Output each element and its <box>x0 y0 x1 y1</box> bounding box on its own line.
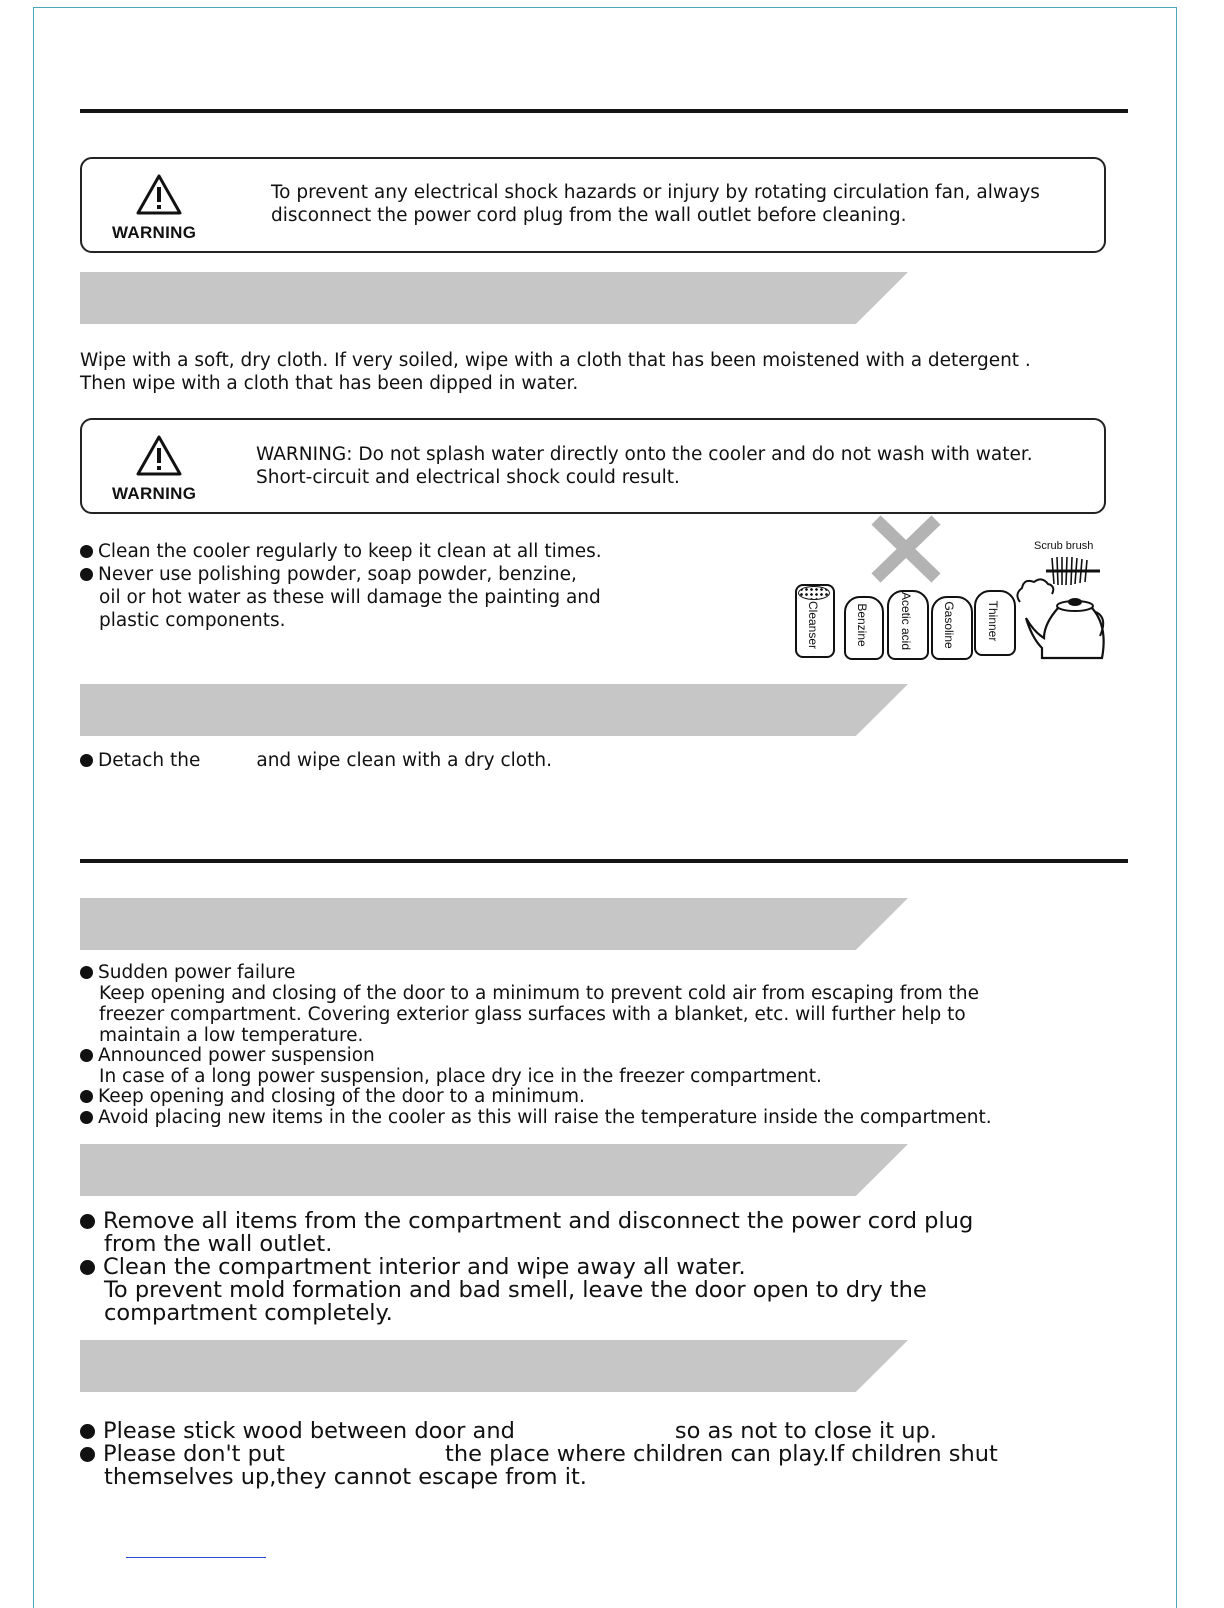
warning-triangle-icon <box>136 173 182 215</box>
bullet-icon <box>80 1260 95 1275</box>
bullet-icon <box>80 1447 95 1462</box>
section-banner-parts <box>80 684 908 736</box>
scrub-brush-label: Scrub brush <box>1034 540 1094 552</box>
forbidden-cleaners-illustration <box>790 514 1120 664</box>
exterior-instructions <box>80 349 1031 395</box>
section-banner-power-failure <box>80 898 908 950</box>
bullet-icon <box>80 966 93 979</box>
bottle-label: Benzine <box>855 603 869 647</box>
bullet-continuation: maintain a low temperature. <box>99 1025 364 1046</box>
list-item <box>80 1045 375 1066</box>
bullet-icon <box>80 545 93 558</box>
warning-line: To prevent any electrical shock hazards or injury by rotating circulation fan, always <box>271 182 1040 203</box>
bullet-icon <box>80 568 93 581</box>
bottle-label: Acetic acid <box>899 591 913 651</box>
bullet-icon <box>80 1111 93 1124</box>
bullet-text: Announced power suspension <box>98 1045 375 1066</box>
warning-line: disconnect the power cord plug from the wall outlet before cleaning. <box>271 205 907 226</box>
bullet-icon <box>80 1049 93 1062</box>
bullet-continuation: freezer compartment. Covering exterior glass surfaces with a blanket, etc. will further help to <box>99 1004 966 1025</box>
section-banner-disposal <box>80 1340 908 1392</box>
section-rule-tips <box>80 859 1128 863</box>
section-banner-storage <box>80 1144 908 1196</box>
warning-line: WARNING: Do not splash water directly onto the cooler and do not wash with water. <box>256 444 1033 465</box>
warning-box-cleaning <box>80 157 1106 253</box>
bottle-label: Cleanser <box>806 600 820 650</box>
footer-underline <box>126 1557 266 1558</box>
bullet-continuation: In case of a long power suspension, place dry ice in the freezer compartment. <box>99 1066 822 1087</box>
bullet-text: the place where children can play.If children shut <box>445 1441 998 1467</box>
bullet-text: Please stick wood between door and <box>103 1418 515 1444</box>
list-item <box>80 750 552 771</box>
bullet-icon <box>80 1424 95 1439</box>
bullet-continuation: Keep opening and closing of the door to a minimum to prevent cold air from escaping from the <box>99 983 980 1004</box>
bullet-continuation: themselves up,they cannot escape from it. <box>104 1464 587 1490</box>
bullet-text: Sudden power failure <box>98 962 296 983</box>
bullet-text: Remove all items from the compartment and disconnect the power cord plug <box>103 1208 974 1234</box>
text-line: Then wipe with a cloth that has been dipped in water. <box>80 373 579 394</box>
bullet-text: Keep opening and closing of the door to a minimum. <box>98 1086 585 1107</box>
bullet-continuation: oil or hot water as these will damage the painting and <box>99 587 601 608</box>
section-rule-cleaning <box>80 109 1128 113</box>
section-banner-exterior <box>80 272 908 324</box>
bullet-icon <box>80 754 93 767</box>
warning-text <box>256 443 1033 489</box>
bullet-text: Avoid placing new items in the cooler as this will raise the temperature inside the compartment. <box>98 1107 992 1128</box>
bullet-continuation: compartment completely. <box>104 1300 393 1326</box>
bullet-text: Never use polishing powder, soap powder, benzine, <box>98 564 577 585</box>
list-item <box>80 1107 992 1128</box>
warning-line: Short-circuit and electrical shock could result. <box>256 467 680 488</box>
list-item <box>80 1086 585 1107</box>
warning-triangle-icon <box>136 434 182 476</box>
warning-label: WARNING <box>112 223 197 242</box>
kettle-icon <box>1012 572 1110 660</box>
list-item <box>80 564 577 585</box>
list-item <box>80 962 295 983</box>
list-item <box>80 541 602 562</box>
text-line: Wipe with a soft, dry cloth. If very soiled, wipe with a cloth that has been moistened with a detergent . <box>80 350 1031 371</box>
bullet-text: Please don't put <box>103 1441 285 1467</box>
bullet-text: Detach the <box>98 750 201 771</box>
warning-text <box>271 181 1040 227</box>
bullet-icon <box>80 1090 93 1103</box>
bullet-text: and wipe clean with a dry cloth. <box>256 750 552 771</box>
warning-box-water <box>80 418 1106 514</box>
bullet-continuation: from the wall outlet. <box>104 1231 333 1257</box>
bullet-text: Clean the cooler regularly to keep it clean at all times. <box>98 541 602 562</box>
bottle-label: Gasoline <box>942 601 956 649</box>
bullet-continuation: plastic components. <box>99 610 286 631</box>
bullet-text: so as not to close it up. <box>674 1418 937 1444</box>
warning-label: WARNING <box>112 484 197 503</box>
bullet-icon <box>80 1214 95 1229</box>
bullet-text: Clean the compartment interior and wipe away all water. <box>103 1254 746 1280</box>
bottle-label: Thinner <box>986 600 1000 642</box>
bullet-continuation: To prevent mold formation and bad smell, leave the door open to dry the <box>104 1277 927 1303</box>
